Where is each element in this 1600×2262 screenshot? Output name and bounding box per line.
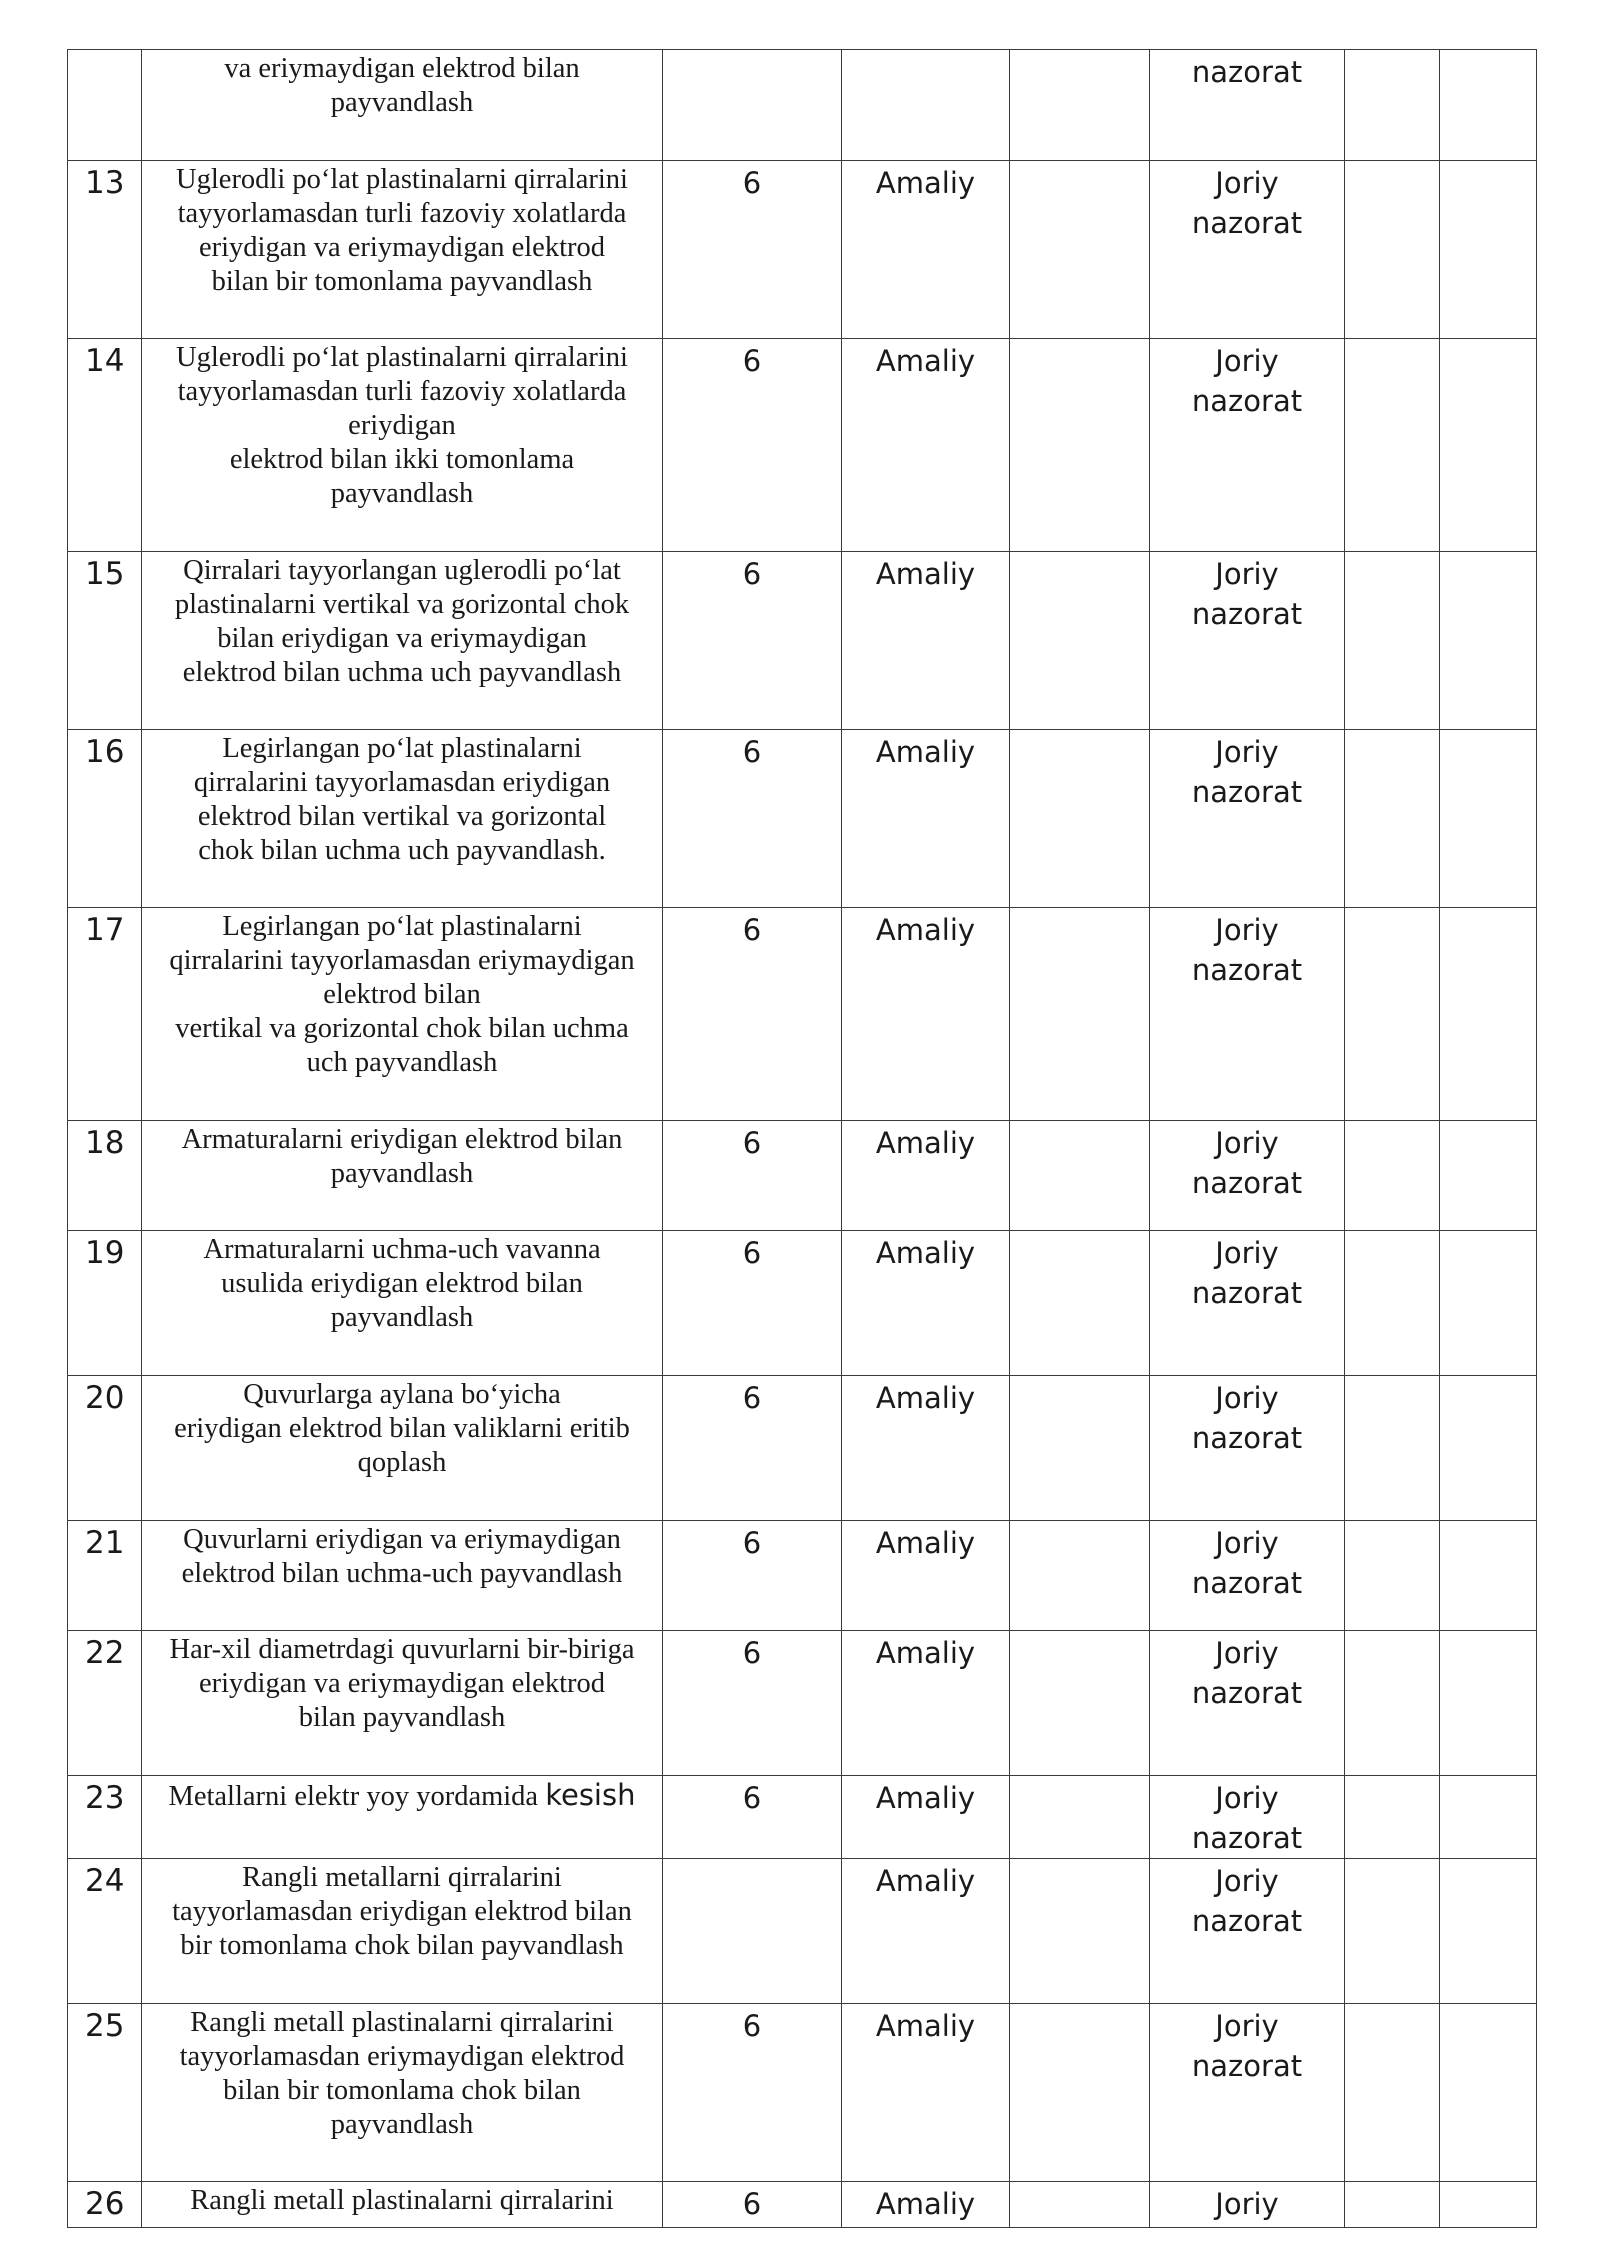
empty-cell xyxy=(1440,50,1537,161)
lesson-type-cell: Amaliy xyxy=(842,339,1010,552)
hours-cell: 6 xyxy=(663,1776,842,1859)
table-body xyxy=(68,50,1537,2228)
empty-cell xyxy=(1440,552,1537,730)
lesson-topic xyxy=(142,1121,663,1231)
empty-cell xyxy=(1010,1859,1150,2004)
table-row xyxy=(68,1631,1537,1776)
empty-cell xyxy=(1440,1631,1537,1776)
lesson-topic-text: Uglerodli po‘lat plastinalarni qirralarini tayyorlamasdan turli fazoviy xolatlarda eriydigan elektrod bilan ikki tomonlama payvandlash xyxy=(176,342,628,509)
control-type-cell: Joriy nazorat xyxy=(1150,339,1345,552)
control-type-cell: Joriy nazorat xyxy=(1150,730,1345,908)
hours-cell: 6 xyxy=(663,908,842,1121)
row-number: 18 xyxy=(68,1121,142,1231)
lesson-type-cell: Amaliy xyxy=(842,1521,1010,1631)
empty-cell xyxy=(1010,730,1150,908)
lesson-topic-text: Armaturalarni uchma-uch vavanna usulida eriydigan elektrod bilan payvandlash xyxy=(203,1234,601,1333)
lesson-type-cell: Amaliy xyxy=(842,1376,1010,1521)
hours-cell: 6 xyxy=(663,339,842,552)
lesson-topic xyxy=(142,552,663,730)
row-number: 23 xyxy=(68,1776,142,1859)
lesson-topic-text: Metallarni elektr yoy yordamida xyxy=(168,1781,546,1812)
row-number xyxy=(68,50,142,161)
table-row xyxy=(68,908,1537,1121)
control-type-cell: Joriy nazorat xyxy=(1150,1121,1345,1231)
lesson-topic xyxy=(142,1631,663,1776)
empty-cell xyxy=(1440,1231,1537,1376)
lesson-topic-text: Armaturalarni eriydigan elektrod bilan payvandlash xyxy=(181,1124,623,1189)
table-row xyxy=(68,2004,1537,2182)
row-number: 14 xyxy=(68,339,142,552)
table-row xyxy=(68,1859,1537,2004)
lesson-topic xyxy=(142,339,663,552)
table-row xyxy=(68,1121,1537,1231)
control-type-cell: Joriy nazorat xyxy=(1150,908,1345,1121)
empty-cell xyxy=(1440,730,1537,908)
empty-cell xyxy=(1440,1376,1537,1521)
control-type-cell: Joriy nazorat xyxy=(1150,1631,1345,1776)
hours-cell xyxy=(663,50,842,161)
empty-cell xyxy=(1440,1859,1537,2004)
table-row xyxy=(68,1376,1537,1521)
empty-cell xyxy=(1345,1859,1440,2004)
hours-cell: 6 xyxy=(663,730,842,908)
empty-cell xyxy=(1345,2004,1440,2182)
lesson-topic xyxy=(142,1521,663,1631)
empty-cell xyxy=(1010,1631,1150,1776)
lesson-topic xyxy=(142,1376,663,1521)
control-type-cell: Joriy nazorat xyxy=(1150,552,1345,730)
empty-cell xyxy=(1345,908,1440,1121)
empty-cell xyxy=(1010,1231,1150,1376)
empty-cell xyxy=(1345,1231,1440,1376)
hours-cell: 6 xyxy=(663,2182,842,2228)
table-row xyxy=(68,552,1537,730)
hours-cell xyxy=(663,1859,842,2004)
row-number: 21 xyxy=(68,1521,142,1631)
empty-cell xyxy=(1345,161,1440,339)
row-number: 16 xyxy=(68,730,142,908)
lesson-topic-text: Rangli metall plastinalarni qirralarini xyxy=(190,2185,614,2216)
lesson-type-cell: Amaliy xyxy=(842,161,1010,339)
lesson-topic xyxy=(142,161,663,339)
lesson-topic xyxy=(142,1776,663,1859)
hours-cell: 6 xyxy=(663,161,842,339)
empty-cell xyxy=(1010,161,1150,339)
empty-cell xyxy=(1010,339,1150,552)
control-type-cell: Joriy nazorat xyxy=(1150,1776,1345,1859)
table-row xyxy=(68,339,1537,552)
lesson-type-cell: Amaliy xyxy=(842,552,1010,730)
table-row xyxy=(68,50,1537,161)
control-type-cell: Joriy nazorat xyxy=(1150,1859,1345,2004)
lesson-topic xyxy=(142,908,663,1121)
lesson-topic-text: Rangli metallarni qirralarini tayyorlamasdan eriydigan elektrod bilan bir tomonlama chok bilan payvandlash xyxy=(172,1862,632,1961)
hours-cell: 6 xyxy=(663,552,842,730)
lesson-topic-tail: kesish xyxy=(545,1778,636,1812)
empty-cell xyxy=(1345,1521,1440,1631)
lesson-type-cell: Amaliy xyxy=(842,2004,1010,2182)
lesson-topic-text: va eriymaydigan elektrod bilan payvandlash xyxy=(224,53,580,118)
lesson-topic-text: Rangli metall plastinalarni qirralarini tayyorlamasdan eriymaydigan elektrod bilan bir tomonlama chok bilan payvandlash xyxy=(179,2007,625,2140)
lesson-topic-text: Legirlangan po‘lat plastinalarni qirralarini tayyorlamasdan eriymaydigan elektrod bilan vertikal va gorizontal chok bilan uchma uch payvandlash xyxy=(169,911,635,1078)
lesson-type-cell: Amaliy xyxy=(842,908,1010,1121)
lesson-topic xyxy=(142,2004,663,2182)
table-row xyxy=(68,730,1537,908)
control-type-cell: Joriy nazorat xyxy=(1150,1521,1345,1631)
hours-cell: 6 xyxy=(663,1121,842,1231)
control-type-cell: Joriy xyxy=(1150,2182,1345,2228)
control-type-cell: Joriy nazorat xyxy=(1150,161,1345,339)
lesson-topic xyxy=(142,730,663,908)
lesson-type-cell: Amaliy xyxy=(842,1859,1010,2004)
lesson-topic xyxy=(142,2182,663,2228)
lesson-topic xyxy=(142,50,663,161)
lesson-type-cell xyxy=(842,50,1010,161)
empty-cell xyxy=(1440,1121,1537,1231)
empty-cell xyxy=(1345,1631,1440,1776)
lesson-type-cell: Amaliy xyxy=(842,2182,1010,2228)
lesson-plan-table xyxy=(67,49,1537,2228)
empty-cell xyxy=(1440,2182,1537,2228)
row-number: 19 xyxy=(68,1231,142,1376)
table-row xyxy=(68,2182,1537,2228)
control-type-cell: Joriy nazorat xyxy=(1150,1231,1345,1376)
empty-cell xyxy=(1440,161,1537,339)
lesson-type-cell: Amaliy xyxy=(842,1231,1010,1376)
empty-cell xyxy=(1345,50,1440,161)
lesson-topic-text: Qirralari tayyorlangan uglerodli po‘lat plastinalarni vertikal va gorizontal chok bilan eriydigan va eriymaydigan elektrod bilan uchma uch payvandlash xyxy=(174,555,630,688)
lesson-type-cell: Amaliy xyxy=(842,1121,1010,1231)
empty-cell xyxy=(1440,1521,1537,1631)
table-row xyxy=(68,1521,1537,1631)
empty-cell xyxy=(1010,1521,1150,1631)
table-row xyxy=(68,1231,1537,1376)
empty-cell xyxy=(1010,50,1150,161)
empty-cell xyxy=(1345,552,1440,730)
hours-cell: 6 xyxy=(663,2004,842,2182)
lesson-topic-text: Har-xil diametrdagi quvurlarni bir-biriga eriydigan va eriymaydigan elektrod bilan payvandlash xyxy=(169,1634,635,1733)
lesson-topic xyxy=(142,1859,663,2004)
control-type-cell: nazorat xyxy=(1150,50,1345,161)
empty-cell xyxy=(1440,2004,1537,2182)
control-type-cell: Joriy nazorat xyxy=(1150,1376,1345,1521)
row-number: 25 xyxy=(68,2004,142,2182)
hours-cell: 6 xyxy=(663,1231,842,1376)
empty-cell xyxy=(1345,339,1440,552)
empty-cell xyxy=(1010,1776,1150,1859)
lesson-topic xyxy=(142,1231,663,1376)
lesson-type-cell: Amaliy xyxy=(842,1776,1010,1859)
row-number: 17 xyxy=(68,908,142,1121)
empty-cell xyxy=(1010,1121,1150,1231)
hours-cell: 6 xyxy=(663,1521,842,1631)
lesson-topic-text: Uglerodli po‘lat plastinalarni qirralarini tayyorlamasdan turli fazoviy xolatlarda eriydigan va eriymaydigan elektrod bilan bir tomonlama payvandlash xyxy=(176,164,628,297)
row-number: 26 xyxy=(68,2182,142,2228)
lesson-topic-text: Quvurlarga aylana bo‘yicha eriydigan elektrod bilan valiklarni eritib qoplash xyxy=(174,1379,630,1478)
empty-cell xyxy=(1440,1776,1537,1859)
row-number: 20 xyxy=(68,1376,142,1521)
lesson-topic-text: Legirlangan po‘lat plastinalarni qirralarini tayyorlamasdan eriydigan elektrod bilan vertikal va gorizontal chok bilan uchma uch payvandlash. xyxy=(193,733,611,866)
row-number: 13 xyxy=(68,161,142,339)
empty-cell xyxy=(1345,730,1440,908)
empty-cell xyxy=(1345,1376,1440,1521)
control-type-cell: Joriy nazorat xyxy=(1150,2004,1345,2182)
lesson-type-cell: Amaliy xyxy=(842,730,1010,908)
lesson-topic-text: Quvurlarni eriydigan va eriymaydigan elektrod bilan uchma-uch payvandlash xyxy=(181,1524,623,1589)
row-number: 22 xyxy=(68,1631,142,1776)
row-number: 24 xyxy=(68,1859,142,2004)
empty-cell xyxy=(1345,2182,1440,2228)
lesson-type-cell: Amaliy xyxy=(842,1631,1010,1776)
empty-cell xyxy=(1440,908,1537,1121)
empty-cell xyxy=(1010,2182,1150,2228)
empty-cell xyxy=(1345,1121,1440,1231)
hours-cell: 6 xyxy=(663,1631,842,1776)
empty-cell xyxy=(1345,1776,1440,1859)
row-number: 15 xyxy=(68,552,142,730)
empty-cell xyxy=(1010,1376,1150,1521)
empty-cell xyxy=(1010,2004,1150,2182)
empty-cell xyxy=(1440,339,1537,552)
empty-cell xyxy=(1010,552,1150,730)
empty-cell xyxy=(1010,908,1150,1121)
hours-cell: 6 xyxy=(663,1376,842,1521)
table-row xyxy=(68,1776,1537,1859)
table-row xyxy=(68,161,1537,339)
